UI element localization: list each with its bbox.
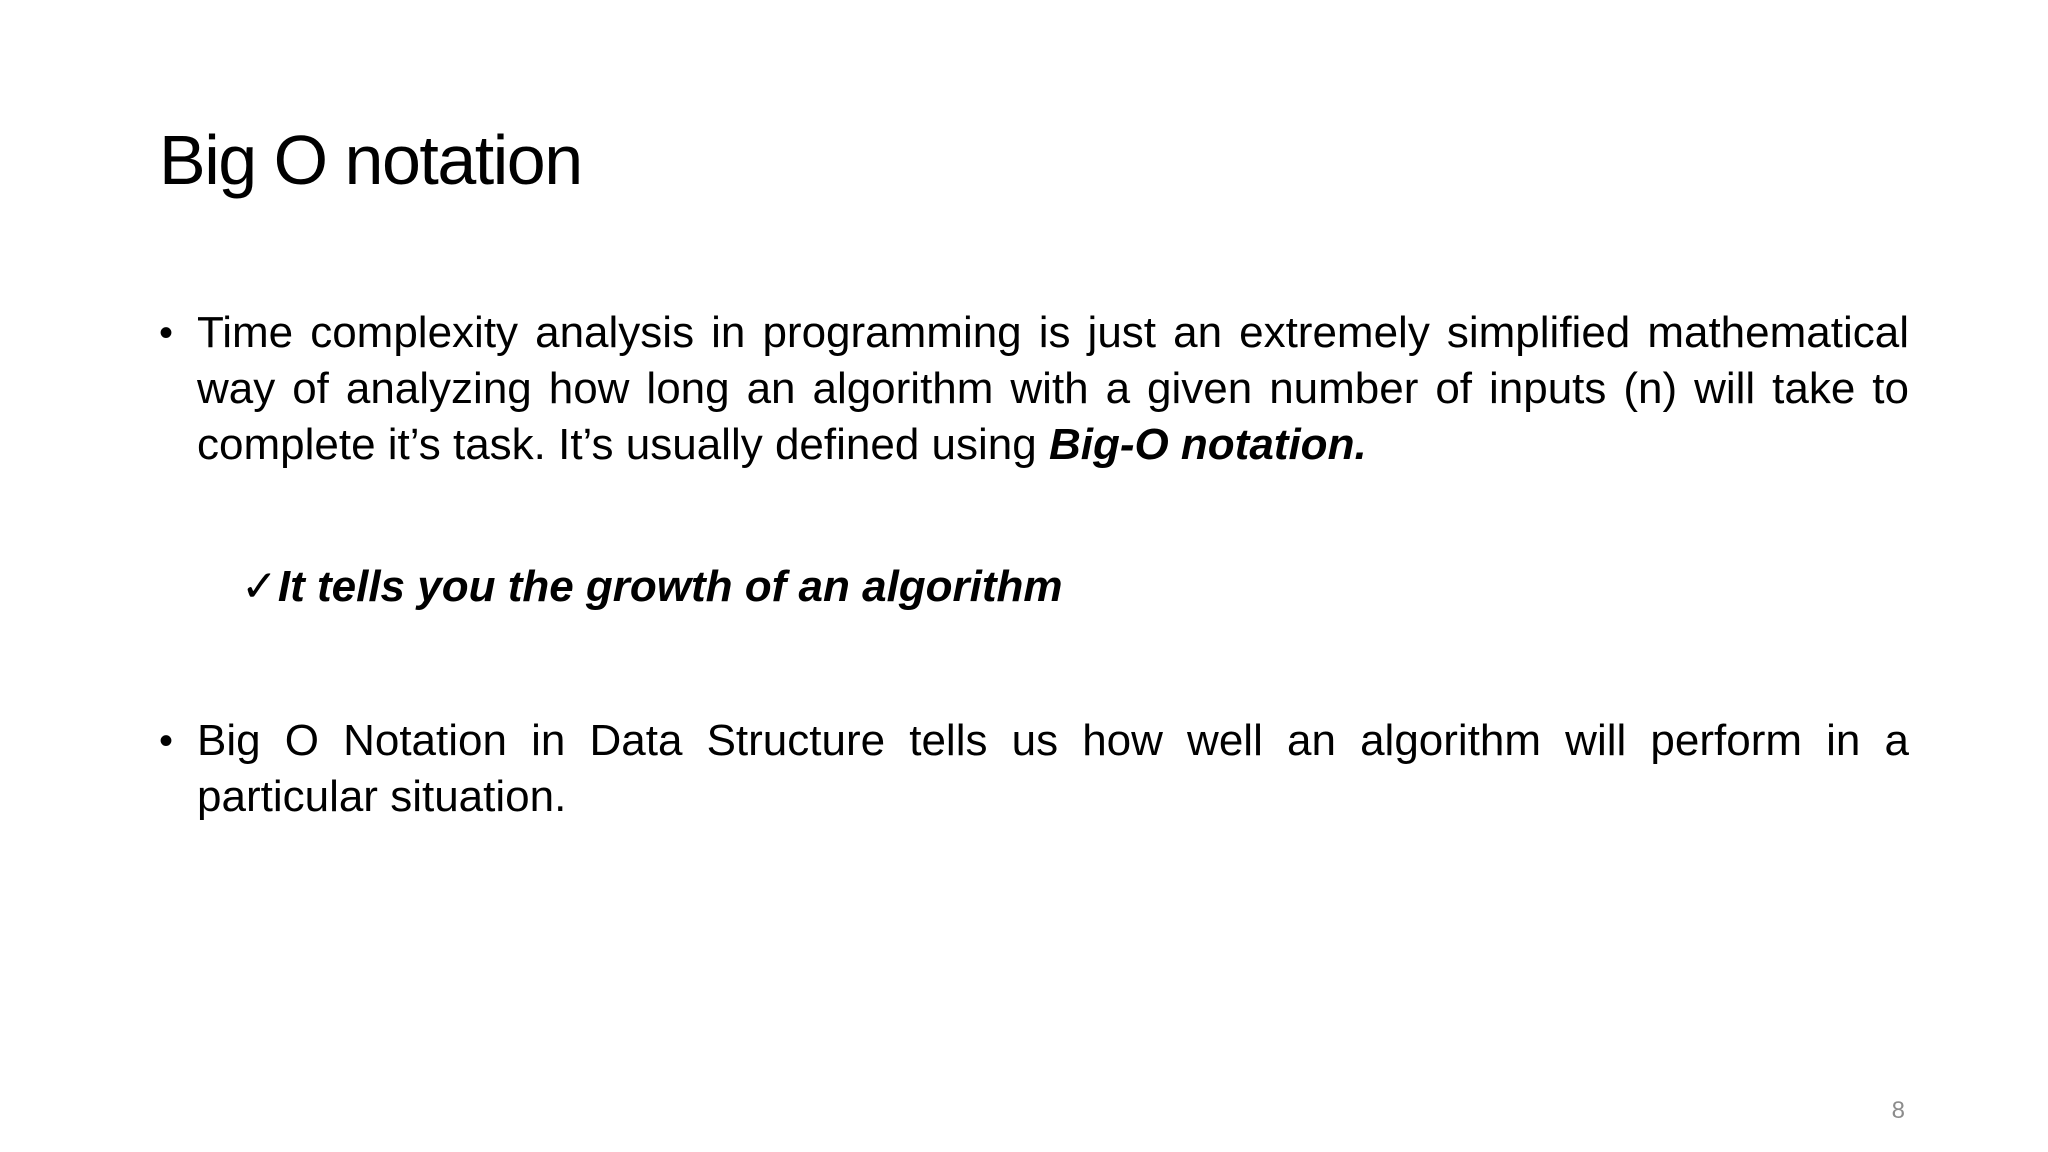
check-item-text: It tells you the growth of an algorithm: [277, 562, 1063, 611]
page-number: 8: [1891, 1097, 1905, 1124]
slide-title: Big O notation: [159, 121, 582, 199]
check-icon: ✓: [241, 562, 278, 611]
slide-body: [159, 305, 1909, 825]
check-item: [159, 559, 1909, 615]
bullet-item-big-o: [159, 713, 1909, 825]
bullet-text: Time complexity analysis in programming is just an extremely simplified mathematical way of analyzing how long an algorithm with a given number of inputs (n) will take to complete it’s task. It’s usually defined using: [197, 308, 1909, 469]
bullet-marker: •: [159, 311, 174, 355]
bullet-marker: •: [159, 719, 174, 763]
bullet-item-time-complexity: [159, 305, 1909, 473]
bullet-text: Big O Notation in Data Structure tells us how well an algorithm will perform in a particular situation.: [197, 716, 1909, 821]
bullet-emphasis: Big-O notation.: [1048, 420, 1367, 469]
